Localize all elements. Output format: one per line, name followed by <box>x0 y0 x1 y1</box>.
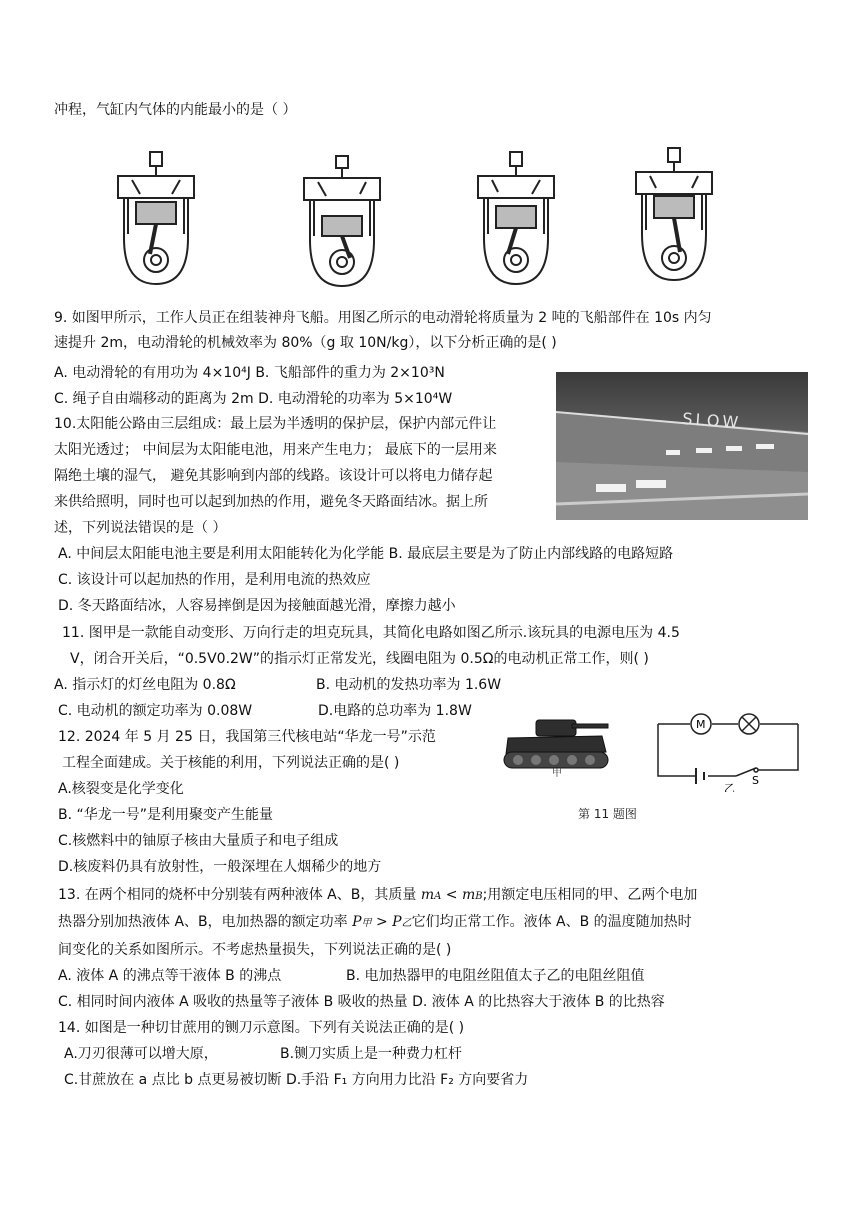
engine-diagram-3 <box>470 150 562 290</box>
q14-options-cd: C.甘蔗放在 a 点比 b 点更易被切断 D.手沿 F₁ 方向用力比沿 F₂ 方向要省力 <box>64 1072 529 1088</box>
solar-road-photo <box>556 372 808 520</box>
q13-line-2: 热器分别加热液体 A、B，电加热器的额定功率 P甲 > P乙它们均正常工作。液体 A、B 的温度随加热时 <box>58 914 692 930</box>
q12-line-2: 工程全面建成。关于核能的利用，下列说法正确的是( ) <box>62 755 400 771</box>
q12-option-d: D.核废料仍具有放射性，一般深埋在人烟稀少的地方 <box>58 859 382 875</box>
q10-options-ab: A. 中间层太阳能电池主要是利用太阳能转化为化学能 B. 最底层主要是为了防止内部线路的电路短路 <box>58 546 674 562</box>
tank-label: 甲 <box>552 768 562 778</box>
q9-options-ab: A. 电动滑轮的有用功为 4×10⁴J B. 飞船部件的重力为 2×10³N <box>54 365 445 381</box>
q12-option-b: B. “华龙一号”是利用聚变产生能量 <box>58 807 274 823</box>
road-slow-text: SLOW <box>681 409 742 433</box>
q11-line-2: V，闭合开关后，“0.5V0.2W”的指示灯正常发光，线圈电阻为 0.5Ω的电动机正常工作，则( ) <box>70 651 649 667</box>
q8-tail: 冲程，气缸内气体的内能最小的是（ ） <box>54 102 297 118</box>
power-jia-symbol: P甲 <box>352 914 372 930</box>
q13-option-a: A. 液体 A 的沸点等干液体 B 的沸点 <box>58 968 282 984</box>
mass-b-symbol: mB <box>461 887 483 903</box>
q12-option-c: C.核燃料中的铀原子核由大量质子和电子组成 <box>58 833 339 849</box>
circuit-label: 乙 <box>724 782 735 792</box>
q10-line-4: 来供给照明，同时也可以起到加热的作用，避免冬天路面结冰。据上所 <box>54 494 488 510</box>
q14-option-a: A.刀刃很薄可以增大原， <box>64 1046 218 1062</box>
q13-options-cd: C. 相同时间内液体 A 吸收的热量等子液体 B 吸收的热量 D. 液体 A 的比热容大于液体 B 的比热容 <box>58 994 665 1010</box>
q13-line-1: 13. 在两个相同的烧杯中分别装有两种液体 A、B，其质量 mA < mB;用额定电压相同的甲、乙两个电加 <box>58 887 698 903</box>
q13-option-b: B. 电加热器甲的电阻丝阻值太子乙的电阻丝阻值 <box>346 968 645 984</box>
engine-diagram-1 <box>110 150 202 290</box>
engine-diagram-4 <box>628 146 720 288</box>
motor-symbol <box>691 714 711 734</box>
q14-line-1: 14. 如图是一种切甘蔗用的铡刀示意图。下列有关说法正确的是( ) <box>58 1020 465 1036</box>
q10-line-1: 10.太阳能公路由三层组成：最上层为半透明的保护层，保护内部元件让 <box>54 416 497 432</box>
toy-circuit-diagram <box>652 710 802 792</box>
q10-option-d: D. 冬天路面结冰，人容易摔倒是因为接触面越光滑，摩擦力越小 <box>58 598 456 614</box>
q9-line-1: 9. 如图甲所示，工作人员正在组装神舟飞船。用图乙所示的电动滑轮将质量为 2 吨的飞船部件在 10s 内匀 <box>54 310 712 326</box>
q14-option-b: B.铡刀实质上是一种费力杠杆 <box>280 1046 463 1062</box>
q10-line-3: 隔绝土壤的湿气， 避免其影响到内部的线路。该设计可以将电力储存起 <box>54 468 493 484</box>
q12-line-1: 12. 2024 年 5 月 25 日，我国第三代核电站“华龙一号”示范 <box>58 729 436 745</box>
q10-option-c: C. 该设计可以起加热的作用，是利用电流的热效应 <box>58 572 371 588</box>
svg-text:M: M <box>696 718 706 731</box>
tank-toy-image <box>502 712 610 778</box>
q11-option-a: A. 指示灯的灯丝电阻为 0.8Ω <box>54 677 236 693</box>
lamp-symbol <box>739 714 759 734</box>
q11-line-1: 11. 图甲是一款能自动变形、万向行走的坦克玩具，其简化电路如图乙所示.该玩具的电源电压为 4.5 <box>62 625 680 641</box>
q13-line-3: 间变化的关系如图所示。不考虑热量损失，下列说法正确的是( ) <box>58 942 452 958</box>
power-yi-symbol: P乙 <box>392 914 412 930</box>
q11-option-d: D.电路的总功率为 1.8W <box>318 703 472 719</box>
figure-11-caption: 第 11 题图 <box>578 807 637 821</box>
engine-diagram-2 <box>296 154 388 290</box>
switch-label: S <box>752 774 759 787</box>
q9-line-2: 速提升 2m，电动滑轮的机械效率为 80%（g 取 10N/kg），以下分析正确的是( ) <box>54 335 557 351</box>
q11-option-b: B. 电动机的发热功率为 1.6W <box>316 677 502 693</box>
q10-line-2: 太阳光透过； 中间层为太阳能电池，用来产生电力； 最底下的一层用来 <box>54 442 497 458</box>
q10-line-5: 述，下列说法错误的是（ ） <box>54 520 227 536</box>
q12-option-a: A.核裂变是化学变化 <box>58 781 184 797</box>
q9-options-cd: C. 绳子自由端移动的距离为 2m D. 电动滑轮的功率为 5×10⁴W <box>54 391 453 407</box>
q11-option-c: C. 电动机的额定功率为 0.08W <box>58 703 253 719</box>
mass-a-symbol: mA <box>420 887 442 903</box>
